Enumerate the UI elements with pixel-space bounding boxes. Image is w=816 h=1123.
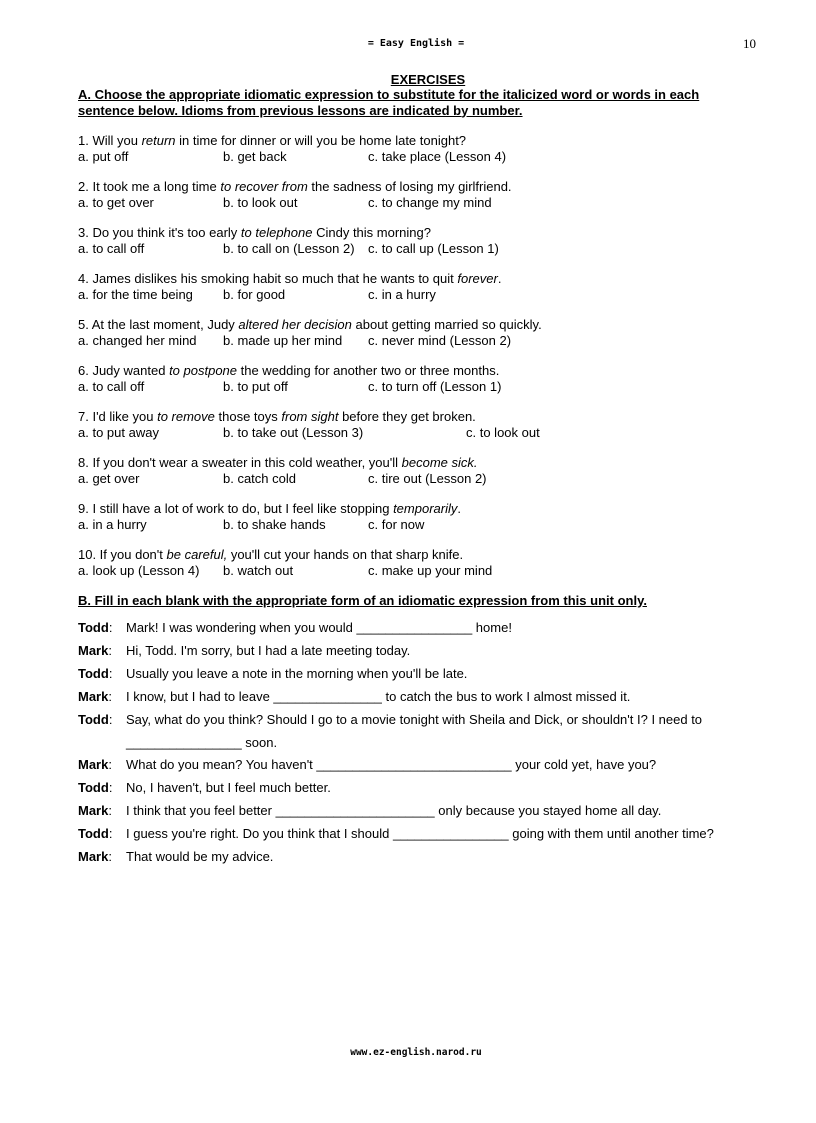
question-3 [78, 225, 758, 257]
question-7 [78, 409, 758, 441]
option-c: c. in a hurry [368, 287, 436, 302]
option-b: b. to call on (Lesson 2) [223, 241, 355, 256]
answer-options [78, 379, 758, 395]
section-b-dialog [78, 620, 758, 865]
option-b: b. to look out [223, 195, 298, 210]
option-c: c. to look out [466, 425, 540, 440]
answer-options [78, 241, 758, 257]
question-5 [78, 317, 758, 349]
speaker-label: Mark: [78, 802, 112, 818]
page-content [78, 72, 758, 872]
option-a: a. to get over [78, 195, 154, 210]
speaker-label: Todd: [78, 779, 113, 795]
option-b: b. for good [223, 287, 286, 302]
option-a: a. to put away [78, 425, 159, 440]
answer-options [78, 287, 758, 303]
question-text: 3. Do you think it's too early to telephone Cindy this morning? [78, 225, 431, 240]
page-footer-url: www.ez-english.narod.ru [350, 1047, 482, 1058]
section-b-title: B. Fill in each blank with the appropriate form of an idiomatic expression from this unit only. [78, 593, 647, 608]
option-a: a. for the time being [78, 287, 193, 302]
option-a: a. get over [78, 471, 140, 486]
speaker-label: Mark: [78, 848, 112, 864]
option-c: c. for now [368, 517, 425, 532]
question-text: 8. If you don't wear a sweater in this cold weather, you'll become sick. [78, 455, 478, 470]
answer-options [78, 471, 758, 487]
option-b: b. get back [223, 149, 287, 164]
answer-options [78, 517, 758, 533]
question-8 [78, 455, 758, 487]
option-c: c. never mind (Lesson 2) [368, 333, 512, 348]
speaker-label: Mark: [78, 756, 112, 772]
option-c: c. to turn off (Lesson 1) [368, 379, 502, 394]
question-9 [78, 501, 758, 533]
question-1 [78, 133, 758, 165]
question-2 [78, 179, 758, 211]
dialog-line: Todd: Mark! I was wondering when you would ________________ home! [78, 619, 512, 635]
option-c: c. to call up (Lesson 1) [368, 241, 499, 256]
dialog-line: Todd: Say, what do you think? Should I go to a movie tonight with Sheila and Dick, or shouldn't I? I need to ________________ soon. [78, 708, 758, 754]
speaker-label: Mark: [78, 688, 112, 704]
dialog-line: Todd: Usually you leave a note in the morning when you'll be late. [78, 665, 468, 681]
page-header: = Easy English = [367, 38, 465, 49]
question-4 [78, 271, 758, 303]
question-text: 4. James dislikes his smoking habit so much that he wants to quit forever. [78, 271, 502, 286]
dialog-line: Todd: No, I haven't, but I feel much better. [78, 779, 331, 795]
option-a: a. put off [78, 149, 129, 164]
exercises-title: EXERCISES [390, 72, 466, 87]
option-a: a. changed her mind [78, 333, 197, 348]
speaker-label: Mark: [78, 642, 112, 658]
section-a-title: A. Choose the appropriate idiomatic expression to substitute for the italicized word or words in each sentence below. Idioms from previous lessons are indicated by number. [78, 87, 700, 118]
dialog-line: Mark: I know, but I had to leave _______________ to catch the bus to work I almost missed it. [78, 688, 631, 704]
question-10 [78, 547, 758, 579]
question-6 [78, 363, 758, 395]
dialog-line: Mark: What do you mean? You haven't ___________________________ your cold yet, have you? [78, 756, 657, 772]
option-c: c. to change my mind [368, 195, 492, 210]
section-a-questions [78, 133, 758, 579]
dialog-line: Todd: I guess you're right. Do you think that I should ________________ going with them until another time? [78, 825, 714, 841]
question-text: 6. Judy wanted to postpone the wedding for another two or three months. [78, 363, 500, 378]
option-a: a. look up (Lesson 4) [78, 563, 200, 578]
option-a: a. to call off [78, 379, 145, 394]
question-text: 5. At the last moment, Judy altered her decision about getting married so quickly. [78, 317, 542, 332]
option-c: c. tire out (Lesson 2) [368, 471, 487, 486]
dialog-line: Mark: I think that you feel better ______________________ only because you stayed home all day. [78, 802, 662, 818]
option-b: b. to take out (Lesson 3) [223, 425, 364, 440]
dialog-line: Mark: Hi, Todd. I'm sorry, but I had a late meeting today. [78, 642, 411, 658]
option-a: a. to call off [78, 241, 145, 256]
dialog-line: Mark: That would be my advice. [78, 848, 274, 864]
answer-options [78, 425, 758, 441]
option-b: b. made up her mind [223, 333, 343, 348]
question-text: 7. I'd like you to remove those toys from sight before they get broken. [78, 409, 476, 424]
answer-options [78, 333, 758, 349]
answer-options [78, 195, 758, 211]
option-b: b. watch out [223, 563, 294, 578]
question-text: 1. Will you return in time for dinner or will you be home late tonight? [78, 133, 467, 148]
speaker-label: Todd: [78, 665, 113, 681]
speaker-label: Todd: [78, 619, 113, 635]
question-text: 9. I still have a lot of work to do, but I feel like stopping temporarily. [78, 501, 461, 516]
answer-options [78, 563, 758, 579]
option-a: a. in a hurry [78, 517, 147, 532]
question-text: 10. If you don't be careful, you'll cut your hands on that sharp knife. [78, 547, 464, 562]
option-b: b. to shake hands [223, 517, 326, 532]
option-b: b. catch cold [223, 471, 296, 486]
question-text: 2. It took me a long time to recover from the sadness of losing my girlfriend. [78, 179, 512, 194]
answer-options [78, 149, 758, 165]
speaker-label: Todd: [78, 825, 113, 841]
speaker-label: Todd: [78, 711, 113, 727]
option-b: b. to put off [223, 379, 288, 394]
option-c: c. take place (Lesson 4) [368, 149, 507, 164]
option-c: c. make up your mind [368, 563, 493, 578]
page-number: 10 [743, 36, 756, 51]
